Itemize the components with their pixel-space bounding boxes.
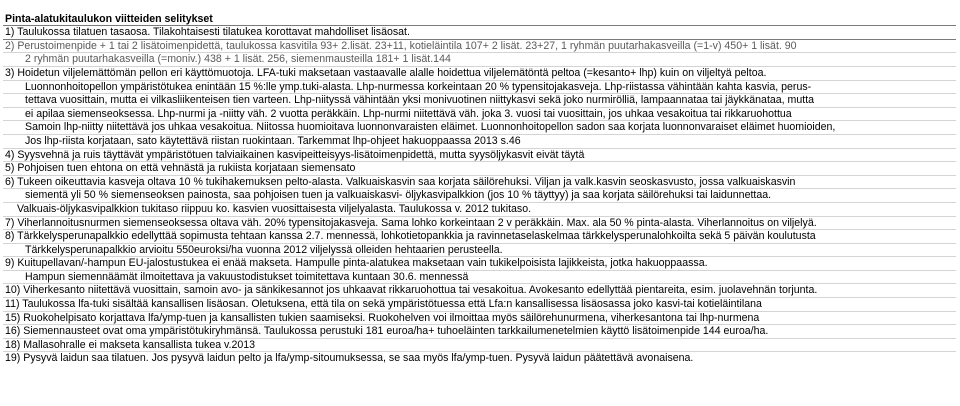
footnote-line: 5) Pohjoisen tuen ehtona on että vehnästä ja rukiista korjataan siemensato: [3, 162, 956, 176]
footnote-line: 18) Mallasohralle ei makseta kansallista tukea v.2013: [3, 339, 956, 353]
footnote-line: Tärkkelysperunapalkkio arvioitu 550euroksi/ha vuonna 2012 viljelyssä olleiden hehtaarien perusteella.: [3, 244, 956, 258]
footnote-line: 9) Kuitupellavan/-hampun EU-jalostustukea ei enää makseta. Hampulle pinta-alatukea maksetaan vain tukikelpoisista lajikkeista, jotka hakuoppaassa.: [3, 257, 956, 271]
footnote-line: Jos lhp-riista korjataan, sato käytettävä riistan ruokintaan. Tarkemmat lhp-ohjeet hakuoppaassa 2013 s.46: [3, 135, 956, 149]
footnote-line: Samoin lhp-niitty niitettävä jos uhkaa vesakoitua. Niitossa huomioitava luonnonvaraisten eläimet. Luonnonhoitopellon sadon saa korjata luonnonvaraiset eläimet huomioiden,: [3, 121, 956, 135]
footnote-line: 3) Hoidetun viljelemättömän pellon eri käyttömuotoja. LFA-tuki maksetaan vastaavalle alalle hoidettua viljelemätöntä peltoa (=kesanto+ lhp) kuin on viljeltyä peltoa.: [3, 67, 956, 81]
footnote-line: 16) Siemennausteet ovat oma ympäristötukiryhmänsä. Taulukossa perustuki 181 euroa/ha+ tuhoeläinten tarkkailumenetelmien käyttö lisätoimenpide 144 euroa/ha.: [3, 325, 956, 339]
footnote-line: 4) Syysvehnä ja ruis täyttävät ympäristötuen talviaikainen kasvipeitteisyys-lisätoimenpidettä, mutta syysöljykasvit eivät täytä: [3, 149, 956, 163]
footnote-line: Valkuais-öljykasvipalkkion tukitaso riippuu ko. kasvien vuosittaisesta viljelyalasta. Taulukossa v. 2012 tukitaso.: [3, 203, 956, 217]
footnote-line: tettava vuosittain, mutta ei vilkasliikenteisen tien varteen. Lhp-niityssä vähintään yksi monivuotinen niittykasvi sekä joko nurmirölliä, lampaannataa tai jäykkänataa, mutta: [3, 94, 956, 108]
footnote-line: 19) Pysyvä laidun saa tilatuen. Jos pysyvä laidun pelto ja lfa/ymp-sitoumuksessa, se saa myös lfa/ymp-tuen. Pysyvä laidun päätettävä avonaisena.: [5, 352, 694, 365]
footnote-line: 2 ryhmän puutarhakasveilla (=moniv.) 438 + 1 lisät. 256, siemenmausteilla 181+ 1 lisät.144: [3, 53, 956, 67]
footnote-line: Luonnonhoitopellon ympäristötukea enintään 15 %:lle ymp.tuki-alasta. Lhp-nurmessa korkeintaan 20 % typensitojakasveja. Lhp-riistassa vähintään kahta kasvia, perus-: [3, 81, 956, 95]
footnote-line: 10) Viherkesanto niitettävä vuosittain, samoin avo- ja sänkikesannot jos uhkaavat rikkaruohottua tai vesakoitua. Avokesanto edellyttää pientareita, esim. juolavehnän torjunta.: [3, 284, 956, 298]
footnote-line: 11) Taulukossa lfa-tuki sisältää kansallisen lisäosan. Oletuksena, että tila on sekä ympäristötuessa että Lfa:n kansallisessa lisäosassa joko kasvi-tai kotieläintilana: [3, 298, 956, 312]
footnote-line: ei apilaa siemenseoksessa. Lhp-nurmi ja -niitty väh. 2 vuotta peräkkäin. Lhp-nurmi niitettävä väh. joka 3. vuosi tai vuosittain, jos uhkaa vesakoitua tai rikkaruohottua: [3, 108, 956, 122]
footnote-line: 15) Ruokohelpisato korjattava lfa/ymp-tuen ja kansallisten tukien saamiseksi. Ruokohelven voi ilmoittaa myös säilörehunurmena, viherkesantona tai lhp-nurmena: [3, 312, 956, 326]
footnote-line: 7) Viherlannoitusnurmen siemenseoksessa oltava väh. 20% typensitojakasveja. Sama lohko korkeintaan 2 v peräkkäin. Max. ala 50 % pinta-alasta. Viherlannoitus on viljelyä.: [3, 217, 956, 231]
footnote-line: 8) Tärkkelysperunapalkkio edellyttää sopimusta tehtaan kanssa 2.7. mennessä, lohkotietopankkia ja ravinnetaselaskelmaa tärkkelysperunalohkoilta sekä 5 päivän koulutusta: [3, 230, 956, 244]
footnote-line: Hampun siemennäämät ilmoitettava ja vakuustodistukset toimitettava kuntaan 30.6. mennessä: [3, 271, 956, 285]
footnote-line: 2) Perustoimenpide + 1 tai 2 lisätoimenpidettä, taulukossa kasvitila 93+ 2.lisät. 23+11, kotieläintila 107+ 2 lisät. 23+27, 1 ryhmän puutarhakasveilla (=1-v) 450+ 1 lisät. 90: [3, 40, 956, 54]
footnotes-sheet: [3, 12, 956, 366]
sheet-title: Pinta-alatukitaulukon viitteiden selitykset: [3, 12, 956, 26]
footnote-line: siementä yli 50 % siemenseoksen painosta, saa pohjoisen tuen ja valkuaiskasvi- öljykasvipalkkion (jos 10 % täyttyy) ja saa korjata säilörehuksi tai laidunnettaa.: [3, 189, 956, 203]
footnote-line: 1) Taulukossa tilatuen tasaosa. Tilakohtaisesti tilatukea korottavat mahdolliset lisäosat.: [3, 26, 956, 40]
footnote-line: 6) Tukeen oikeuttavia kasveja oltava 10 % tukihakemuksen pelto-alasta. Valkuaiskasvin saa korjata säilörehuksi. Viljan ja valk.kasvin seoskasvusto, jossa valkuaiskasvin: [3, 176, 956, 190]
